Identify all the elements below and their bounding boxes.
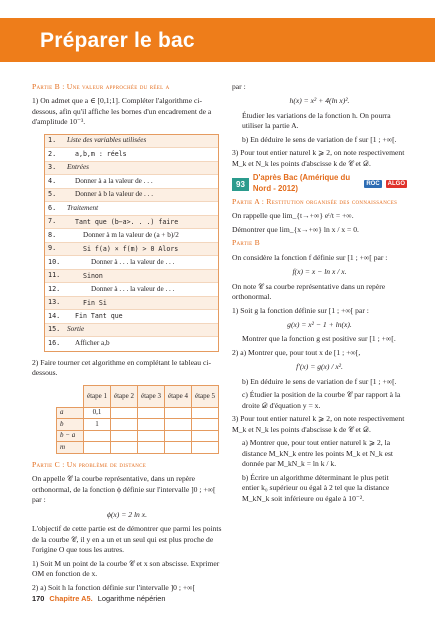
table-cell <box>165 407 192 419</box>
page-title: Préparer le bac <box>40 29 195 52</box>
roc-badge: ROC <box>366 180 380 187</box>
table-header: étape 4 <box>165 385 192 407</box>
partB2-q3: 3) Pour tout entier naturel k ⩾ 2, on note respectivement M_k et N_k les points d'abscisse k de 𝒞 et 𝒟. <box>232 414 405 434</box>
partC-q2a: 2) a) Soit h la fonction définie sur l'intervalle ]0 ; +∞[ <box>32 582 196 592</box>
partB2-heading: Partie B <box>232 238 261 248</box>
g-equation: g(x) = x² − 1 + ln(x). <box>287 320 352 329</box>
table-cell <box>192 430 219 442</box>
algo-line: Sinon <box>83 271 103 280</box>
partB2-intro: On considère la fonction f définie sur [1 ; +∞[ par : <box>232 252 388 262</box>
algo-line: Donner à a la valeur de . . . <box>75 176 153 185</box>
partC-heading: Partie C : Un problème de distance <box>32 459 147 469</box>
table-cell <box>192 442 219 454</box>
table-header: étape 3 <box>138 385 165 407</box>
partB-q2: 2) Faire tourner cet algorithme en complétant le tableau ci-dessous. <box>32 357 212 378</box>
table-cell <box>84 442 111 454</box>
partB-q1: 1) On admet que a ∈ [0,1;1]. Compléter l'algorithme ci-dessous, afin qu'il affiche les bornes d'un encadrement de a d'amplitude 10⁻³. <box>32 96 212 127</box>
partA-recall: On rappelle que lim_{t→+∞} eᵗ/t = +∞. <box>232 211 354 221</box>
table-header: étape 2 <box>111 385 138 407</box>
table-row <box>57 442 219 454</box>
partC-objective: L'objectif de cette partie est de démontrer que parmi les points de la courbe 𝒞, il y en a un et un seul qui est plus proche de l'origine O que tous les autres. <box>32 524 222 555</box>
algo-line: Afficher a,b <box>75 339 110 348</box>
table-cell <box>138 407 165 419</box>
algo-line: a,b,m : réels <box>75 150 127 159</box>
steps-table <box>56 385 219 454</box>
table-cell <box>138 442 165 454</box>
algo-line: Si f(a) × f(m) > 0 Alors <box>83 244 179 253</box>
par-label: par : <box>232 82 246 91</box>
table-row <box>57 430 219 442</box>
partC-q2b: b) En déduire le sens de variation de f sur [1 ; +∞[. <box>242 134 397 144</box>
exercise-title: D'après Bac (Amérique du Nord - 2012) <box>252 173 351 194</box>
table-cell <box>165 442 192 454</box>
chapter-name: Logarithme népérien <box>97 594 166 603</box>
partB2-q3b: b) Écrire un algorithme déterminant le plus petit entier k₀ supérieur ou égal à 2 tel que la distance M_kN_k soit inférieure ou égale à 10⁻². <box>242 472 390 503</box>
table-cell: 0,1 <box>84 407 111 419</box>
algo-line: Tant que (b−a>. . .) faire <box>75 217 179 226</box>
table-cell <box>111 407 138 419</box>
partC-intro: On appelle 𝒞 la courbe représentative, dans un repère orthonormal, de la fonction ϕ définie sur l'intervalle ]0 ; +∞[ par : <box>32 474 216 505</box>
algo-line: Entrées <box>67 163 89 172</box>
table-cell <box>192 419 219 431</box>
fprime-equation: f′(x) = g(x) / x². <box>296 362 343 372</box>
table-cell <box>165 430 192 442</box>
algo-line: Donner à . . . la valeur de . . . <box>91 284 175 293</box>
chapter-label: Chapitre A5. <box>49 594 93 603</box>
table-cell <box>192 407 219 419</box>
algo-line: Donner à m la valeur de (a + b)/2 <box>83 230 179 239</box>
table-row <box>57 419 219 431</box>
algo-line: Fin Tant que <box>75 312 123 321</box>
table-cell <box>138 430 165 442</box>
partB2-q1: 1) Soit g la fonction définie sur [1 ; +∞[ par : <box>232 305 369 315</box>
table-header: étape 1 <box>84 385 111 407</box>
partC-q1: 1) Soit M un point de la courbe 𝒞 et x son abscisse. Exprimer OM en fonction de x. <box>32 558 220 579</box>
page-number: 170 <box>32 594 45 603</box>
partA-heading: Partie A : Restitution organisée des connaissances <box>232 196 398 206</box>
left-column <box>32 82 222 596</box>
page-footer <box>32 594 166 604</box>
table-cell <box>111 442 138 454</box>
page-header <box>0 18 435 62</box>
row-label: m <box>57 442 84 454</box>
algo-line: Traitement <box>67 203 99 212</box>
right-column <box>232 82 407 507</box>
row-label: a <box>57 407 84 419</box>
partB2-q2b: b) En déduire le sens de variation de f sur [1 ; +∞[. <box>242 376 397 386</box>
table-cell <box>111 430 138 442</box>
algo-line: Donner à b la valeur de . . . <box>75 190 154 199</box>
algo-line: Sortie <box>67 325 85 334</box>
exercise-number: 93 <box>232 178 249 191</box>
table-header: étape 5 <box>192 385 219 407</box>
partB2-q3a: a) Montrer que, pour tout entier naturel k ⩾ 2, la distance M_kN_k entre les points M_k et N_k est donnée par M_kN_k = ln k / k. <box>242 438 394 469</box>
table-cell: 1 <box>84 419 111 431</box>
algo-line: Donner à . . . la valeur de . . . <box>91 257 175 266</box>
partB2-q2a: 2) a) Montrer que, pour tout x de [1 ; +∞[, <box>232 347 361 357</box>
table-cell <box>165 419 192 431</box>
curve-text: On note 𝒞 sa courbe représentative dans un repère orthonormal. <box>232 281 386 302</box>
algo-badge: ALGO <box>387 180 405 187</box>
partC-q3: 3) Pour tout entier naturel k ⩾ 2, on note respectivement M_k et N_k les points d'abscisse k de 𝒞 et 𝒟. <box>232 148 405 168</box>
g-text: Montrer que la fonction g est positive sur [1 ; +∞[. <box>242 334 396 344</box>
exercise-header <box>232 173 407 195</box>
h-equation: h(x) = x² + 4(ln x)². <box>289 96 350 106</box>
table-cell <box>111 419 138 431</box>
table-cell <box>138 419 165 431</box>
table-cell <box>84 430 111 442</box>
f-equation: f(x) = x − ln x / x. <box>292 267 347 277</box>
phi-equation: ϕ(x) = 2 ln x. <box>106 509 148 519</box>
row-label: b <box>57 419 84 431</box>
table-row <box>57 407 219 419</box>
partB-heading: Partie B : Une valeur approchée du réel a <box>32 82 170 91</box>
row-label: b − a <box>57 430 84 442</box>
algo-line: Fin Si <box>83 298 107 307</box>
algo-line: Liste des variables utilisées <box>67 136 147 145</box>
algorithm-box: 1. Liste des variables utilisées 2. a,b,m : réels 3. Entrées 4. Donner à a la valeur de . . . 5. Donner à b la valeur de . . . 6. Traitement 7. Tant que (b−a>. . .) faire 8. Donner à m la valeur de (a + b)/2 9. Si f(a) × f(m) > 0 Alors 10. Donner à . . . la valeur de . . . 11. Sinon 12. Donner à . . . la valeur de . . . 13. Fin Si 14. Fin Tant que 15. Sortie 16. Afficher a,b <box>44 134 219 352</box>
partA-prove: Démontrer que lim_{x→+∞} ln x / x = 0. <box>232 224 359 234</box>
h-text: Étudier les variations de la fonction h. On pourra utiliser la partie A. <box>242 110 391 131</box>
partB2-q2c: c) Étudier la position de la courbe 𝒞 par rapport à la droite 𝒟 d'équation y = x. <box>242 390 401 410</box>
